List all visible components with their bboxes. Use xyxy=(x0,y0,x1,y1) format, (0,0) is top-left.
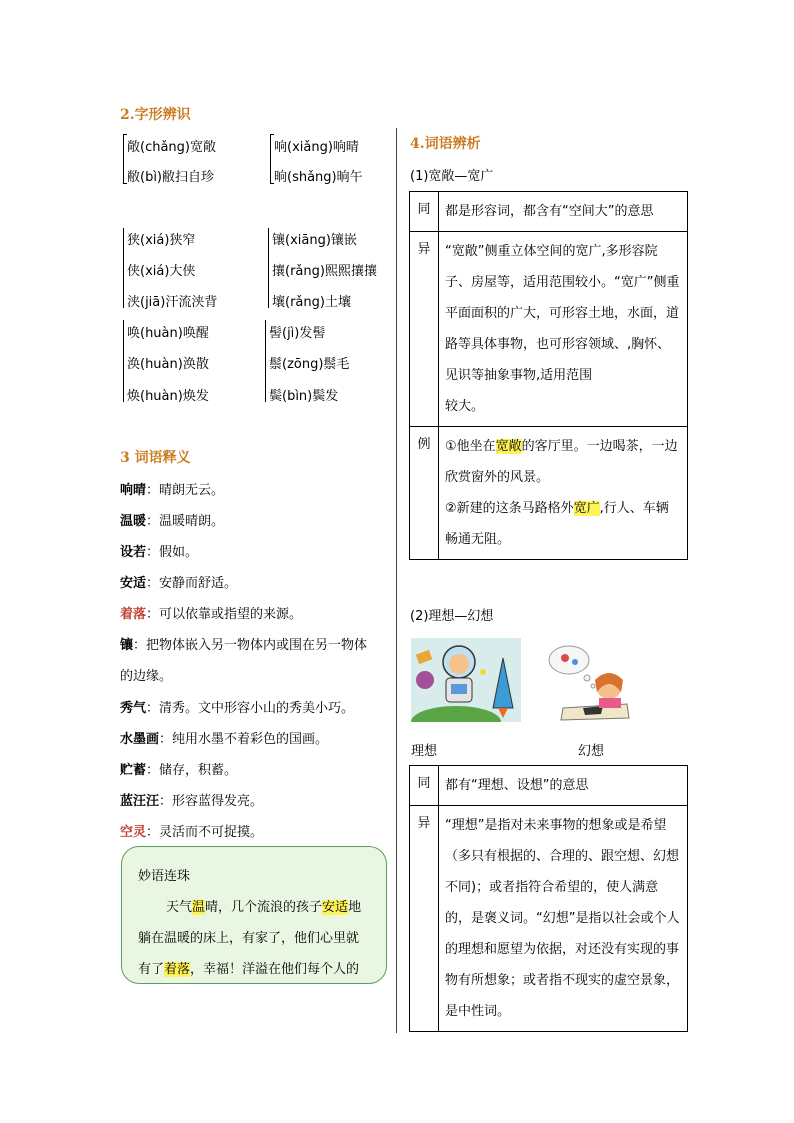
char-entry: 浃(jiā)汗流浃背 xyxy=(127,295,218,310)
dreaming-girl-illustration xyxy=(541,640,631,722)
bubble-line: 躺在温暖的床上，有家了，他们心里就 xyxy=(138,931,360,946)
definition-item: 设若：假如。 xyxy=(120,545,199,560)
row-value: “宽敞”侧重立体空间的宽广,多形容院子、房屋等，适用范围较小。“宽广”侧重平面面积的广大，可形容土地，水面，道路等具体事物，也可形容领域、,胸怀、见识等抽象事物,适用范围 较大。 xyxy=(439,232,688,427)
row-value: ①他坐在宽敞的客厅里。一边喝茶，一边欣赏窗外的风景。 ②新建的这条马路格外宽广,行人、车辆畅通无阻。 xyxy=(439,427,688,560)
image-caption: 幻想 xyxy=(578,744,605,759)
phrase-bubble xyxy=(121,846,387,984)
subsection-title: (1)宽敞—宽广 xyxy=(410,169,494,184)
bubble-line: 天气温晴，几个流浪的孩子安适地 xyxy=(166,900,362,915)
section-4-title: 4.词语辨析 xyxy=(410,136,481,152)
definition-item-continued: 的边缘。 xyxy=(120,669,173,684)
char-entry: 晌(shǎng)晌午 xyxy=(274,170,363,185)
char-entry: 鬓(bìn)鬓发 xyxy=(269,389,339,404)
definition-item: 安适：安静而舒适。 xyxy=(120,576,238,591)
row-value: 都有“理想、设想”的意思 xyxy=(439,766,688,806)
char-entry: 侠(xiá)大侠 xyxy=(127,264,196,279)
row-value: 都是形容词，都含有“空间大”的意思 xyxy=(439,192,688,232)
image-caption: 理想 xyxy=(411,744,438,759)
column-divider xyxy=(396,128,397,1033)
char-entry: 狭(xiá)狭窄 xyxy=(127,233,196,248)
table-row xyxy=(410,427,688,560)
astronaut-illustration xyxy=(411,638,521,722)
char-entry: 壤(rǎng)土壤 xyxy=(272,295,351,310)
definition-item: 贮蓄：储存，积蓄。 xyxy=(120,763,238,778)
definition-item: 着落：可以依靠或指望的来源。 xyxy=(120,607,303,622)
char-entry: 攘(rǎng)熙熙攘攘 xyxy=(272,264,377,279)
char-entry: 鬃(zōng)鬃毛 xyxy=(269,357,350,372)
table-row xyxy=(410,232,688,427)
char-entry: 镶(xiāng)镶嵌 xyxy=(272,233,357,248)
table-row xyxy=(410,766,688,806)
section-2-title: 2.字形辨识 xyxy=(120,107,191,123)
definition-item: 水墨画：纯用水墨不着彩色的国画。 xyxy=(120,732,329,747)
comparison-table-1 xyxy=(409,191,688,560)
definition-item: 镶：把物体嵌入另一物体内或围在另一物体 xyxy=(120,638,368,653)
row-key: 例 xyxy=(410,427,439,560)
char-entry: 涣(huàn)涣散 xyxy=(127,357,209,372)
definition-item: 蓝汪汪：形容蓝得发亮。 xyxy=(120,794,264,809)
table-row xyxy=(410,192,688,232)
bubble-line: 有了着落，幸福！洋溢在他们每个人的 xyxy=(138,962,360,977)
comparison-table-2 xyxy=(409,765,688,1032)
row-key: 异 xyxy=(410,806,439,1032)
definition-item: 响晴：晴朗无云。 xyxy=(120,483,225,498)
char-entry: 敞(chǎng)宽敞 xyxy=(127,140,216,155)
char-entry: 响(xiǎng)响晴 xyxy=(274,140,359,155)
section-3-title: 3 词语释义 xyxy=(120,450,191,466)
bubble-title: 妙语连珠 xyxy=(138,869,191,884)
definition-item: 秀气：清秀。文中形容小山的秀美小巧。 xyxy=(120,701,355,716)
char-entry: 焕(huàn)焕发 xyxy=(127,389,209,404)
definition-item: 空灵：灵活而不可捉摸。 xyxy=(120,825,264,840)
table-row xyxy=(410,806,688,1032)
subsection-title: (2)理想—幻想 xyxy=(410,609,494,624)
char-entry: 唤(huàn)唤醒 xyxy=(127,326,209,341)
definition-item: 温暖：温暖晴朗。 xyxy=(120,514,225,529)
char-entry: 敝(bì)敝扫自珍 xyxy=(127,170,215,185)
row-key: 异 xyxy=(410,232,439,427)
char-entry: 髻(jì)发髻 xyxy=(269,326,326,341)
row-key: 同 xyxy=(410,766,439,806)
row-key: 同 xyxy=(410,192,439,232)
row-value: “理想”是指对未来事物的想象或是希望（多只有根据的、合理的、跟空想、幻想不同)；或者指符合希望的，使人满意的，是褒义词。“幻想”是指以社会或个人的理想和愿望为依据，对还没有实现的事物有所想象；或者指不现实的虚空景象，是中性词。 xyxy=(439,806,688,1032)
